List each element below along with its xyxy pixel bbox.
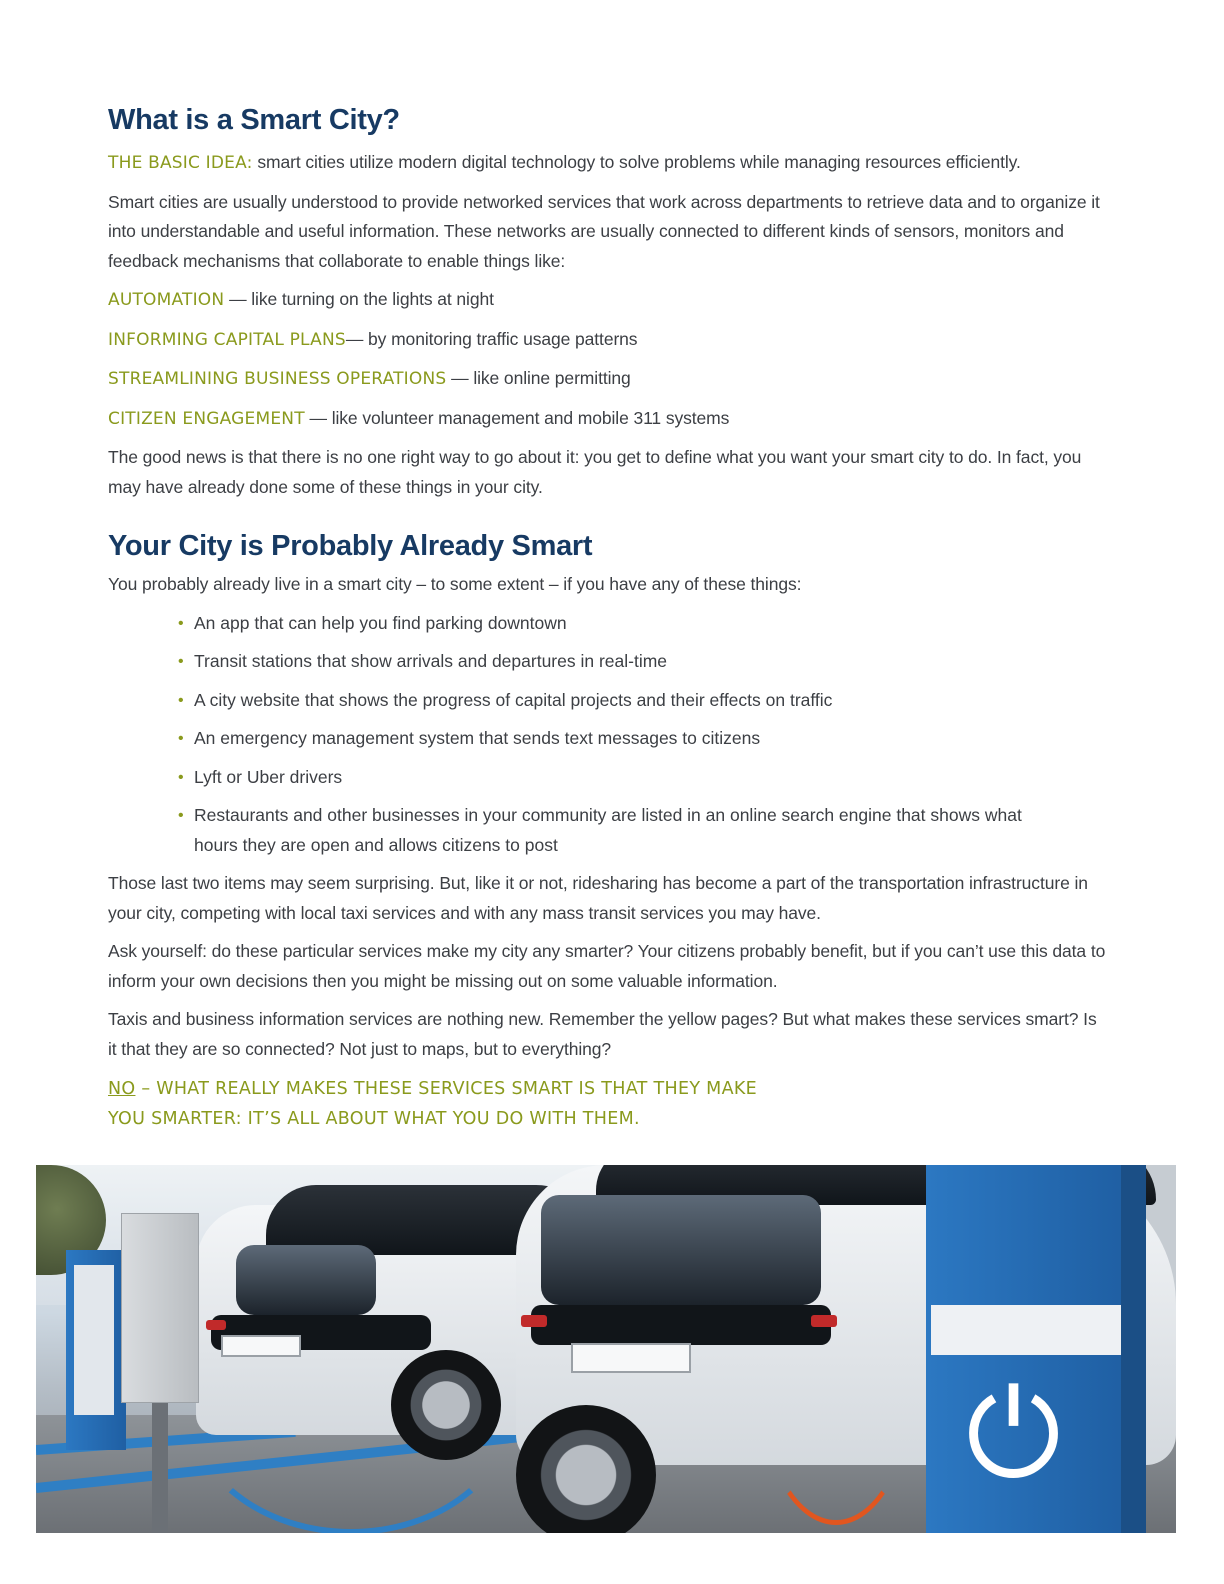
document-body: [108, 100, 1108, 1134]
good-news-paragraph: The good news is that there is no one right way to go about it: you get to define what you want your smart city to do. In fact, you may have already done some of these things in your city.: [108, 447, 1082, 497]
basic-idea-paragraph: [108, 148, 1108, 179]
feature-label: AUTOMATION: [108, 290, 225, 310]
feature-label: CITIZEN ENGAGEMENT: [108, 408, 305, 429]
charging-cable: [186, 1275, 516, 1533]
plug-icon: ⏻: [966, 1365, 1061, 1504]
feature-text: — like volunteer management and mobile 311 systems: [304, 407, 730, 428]
basic-idea-text: smart cities utilize modern digital technology to solve problems while managing resources efficiently.: [252, 152, 1021, 172]
basic-idea-label: THE BASIC IDEA:: [108, 153, 253, 173]
feature-item: [108, 285, 1108, 316]
feature-text: — by monitoring traffic usage patterns: [345, 328, 638, 349]
callout-statement: [108, 1075, 788, 1134]
callout-text: – WHAT REALLY MAKES THESE SERVICES SMART IS THAT THEY MAKE YOU SMARTER: IT’S ALL ABOUT WHAT YOU DO WITH THEM.: [108, 1079, 757, 1129]
feature-text: — like online permitting: [446, 368, 631, 388]
feature-item: [108, 364, 1108, 395]
feature-label: INFORMING CAPITAL PLANS: [108, 329, 346, 350]
intro-paragraph: Smart cities are usually understood to provide networked services that work across departments to retrieve data and to organize it into understandable and useful information. These networks are usually connected to different kinds of sensors, monitors and feedback mechanisms that collaborate to enable things like:: [108, 191, 1100, 271]
ridesharing-paragraph: Those last two items may seem surprising. But, like it or not, ridesharing has become a part of the transportation infrastructure in your city, competing with local taxi services and with any mass transit services you may have.: [108, 873, 1088, 923]
feature-item: [108, 325, 1108, 356]
section-title-smart-city: What is a Smart City?: [108, 104, 400, 136]
list-item: • Transit stations that show arrivals and departures in real-time: [178, 647, 1108, 677]
list-item: • Restaurants and other businesses in your community are listed in an online search engine that shows what hours they are open and allows citizens to post: [178, 801, 1028, 860]
feature-label: STREAMLINING BUSINESS OPERATIONS: [108, 369, 447, 389]
list-item: • A city website that shows the progress of capital projects and their effects on traffic: [178, 686, 1108, 716]
charger-pedestal: [121, 1213, 199, 1403]
already-smart-intro: You probably already live in a smart city – to some extent – if you have any of these things:: [108, 574, 802, 594]
list-item: • Lyft or Uber drivers: [178, 763, 1108, 793]
section-title-already-smart: Your City is Probably Already Smart: [108, 530, 593, 562]
callout-no: NO: [108, 1079, 136, 1099]
charger-pole: [152, 1403, 168, 1533]
list-item: • An app that can help you find parking downtown: [178, 609, 1108, 639]
feature-item: [108, 404, 1108, 435]
ask-yourself-paragraph: Ask yourself: do these particular services make my city any smarter? Your citizens probably benefit, but if you can’t use this data to inform your own decisions then you might be missing out on some valuable information.: [108, 941, 1106, 991]
list-item: • An emergency management system that sends text messages to citizens: [178, 724, 1108, 754]
smart-things-list: [178, 609, 1108, 861]
taxis-paragraph: Taxis and business information services are nothing new. Remember the yellow pages? But what makes these services smart? Is it that they are so connected? Not just to maps, but to everything?: [108, 1009, 1097, 1059]
ev-charging-photo: [36, 1165, 1176, 1533]
feature-text: — like turning on the lights at night: [224, 289, 494, 309]
